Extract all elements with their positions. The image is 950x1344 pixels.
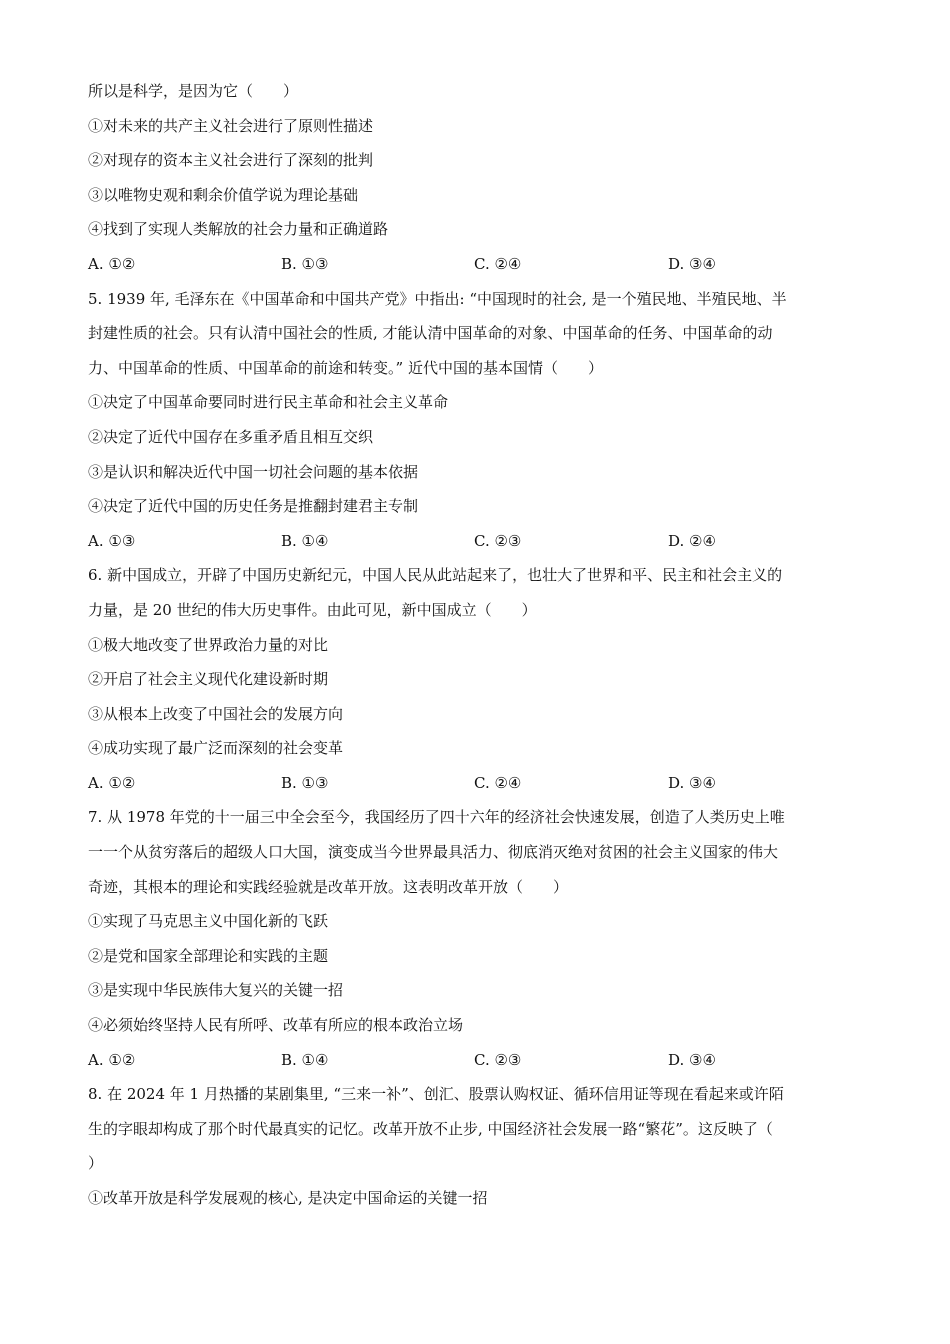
question-6 xyxy=(88,558,878,800)
statement: ④成功实现了最广泛而深刻的社会变革 xyxy=(88,739,344,758)
statement: ④找到了实现人类解放的社会力量和正确道路 xyxy=(88,220,389,239)
option-c[interactable]: C. ②④ xyxy=(474,254,522,273)
question-7 xyxy=(88,800,878,1077)
option-d[interactable]: D. ②④ xyxy=(668,531,716,550)
question-stem: 力、中国革命的性质、中国革命的前途和转变。” 近代中国的基本国情（ ） xyxy=(88,358,603,377)
statement: ③从根本上改变了中国社会的发展方向 xyxy=(88,704,344,723)
statement: ④必须始终坚持人民有所呼、改革有所应的根本政治立场 xyxy=(88,1016,464,1035)
answer-options xyxy=(88,247,878,282)
statement: ②开启了社会主义现代化建设新时期 xyxy=(88,670,329,689)
question-4 xyxy=(88,74,878,282)
answer-options xyxy=(88,1043,878,1078)
answer-options xyxy=(88,766,878,801)
question-5 xyxy=(88,282,878,559)
statement: ①决定了中国革命要同时进行民主革命和社会主义革命 xyxy=(88,393,449,412)
question-stem: 奇迹，其根本的理论和实践经验就是改革开放。这表明改革开放（ ） xyxy=(88,877,569,896)
option-d[interactable]: D. ③④ xyxy=(668,773,716,792)
question-stem: 一一个从贫穷落后的超级人口大国，演变成当今世界最具活力、彻底消灭绝对贫困的社会主义国家的伟大 xyxy=(88,843,779,862)
statement: ③以唯物史观和剩余价值学说为理论基础 xyxy=(88,185,359,204)
statement: ②对现存的资本主义社会进行了深刻的批判 xyxy=(88,151,374,170)
question-stem: 7. 从 1978 年党的十一届三中全会至今，我国经历了四十六年的经济社会快速发展，创造了人类历史上唯 xyxy=(88,808,785,827)
question-stem: 5. 1939 年, 毛泽东在《中国革命和中国共产党》中指出: “中国现时的社会, 是一个殖民地、半殖民地、半 xyxy=(88,289,787,308)
statement: ①实现了马克思主义中国化新的飞跃 xyxy=(88,912,329,931)
question-stem: 8. 在 2024 年 1 月热播的某剧集里, “三来一补”、创汇、股票认购权证、循环信用证等现在看起来或许陌 xyxy=(88,1085,784,1104)
option-d[interactable]: D. ③④ xyxy=(668,1050,716,1069)
option-c[interactable]: C. ②③ xyxy=(474,1050,522,1069)
question-stem: 生的字眼却构成了那个时代最真实的记忆。改革开放不止步, 中国经济社会发展一路“繁花”。这反映了（ xyxy=(88,1119,773,1138)
statement: ③是实现中华民族伟大复兴的关键一招 xyxy=(88,981,344,1000)
option-a[interactable]: A. ①② xyxy=(88,1050,136,1069)
statement: ①改革开放是科学发展观的核心, 是决定中国命运的关键一招 xyxy=(88,1189,488,1207)
statement: ④决定了近代中国的历史任务是推翻封建君主专制 xyxy=(88,497,419,516)
option-a[interactable]: A. ①② xyxy=(88,254,136,273)
question-8 xyxy=(88,1077,878,1215)
option-c[interactable]: C. ②③ xyxy=(474,531,522,550)
question-stem: 封建性质的社会。只有认清中国社会的性质, 才能认清中国革命的对象、中国革命的任务、中国革命的动 xyxy=(88,324,773,343)
answer-options xyxy=(88,524,878,559)
statement: ②是党和国家全部理论和实践的主题 xyxy=(88,946,329,965)
statement: ①极大地改变了世界政治力量的对比 xyxy=(88,635,329,654)
exam-page xyxy=(88,74,878,1216)
question-stem: ） xyxy=(88,1154,104,1173)
statement: ③是认识和解决近代中国一切社会问题的基本依据 xyxy=(88,462,419,481)
option-b[interactable]: B. ①③ xyxy=(281,254,329,273)
option-c[interactable]: C. ②④ xyxy=(474,773,522,792)
statement: ①对未来的共产主义社会进行了原则性描述 xyxy=(88,116,374,135)
option-a[interactable]: A. ①③ xyxy=(88,531,136,550)
question-stem: 所以是科学，是因为它（ ） xyxy=(88,82,299,100)
question-stem: 6. 新中国成立，开辟了中国历史新纪元，中国人民从此站起来了，也壮大了世界和平、民主和社会主义的 xyxy=(88,566,783,585)
option-d[interactable]: D. ③④ xyxy=(668,254,716,273)
statement: ②决定了近代中国存在多重矛盾且相互交织 xyxy=(88,427,374,446)
question-stem: 力量，是 20 世纪的伟大历史事件。由此可见，新中国成立（ ） xyxy=(88,600,537,619)
option-b[interactable]: B. ①④ xyxy=(281,1050,329,1069)
option-b[interactable]: B. ①③ xyxy=(281,773,329,792)
option-a[interactable]: A. ①② xyxy=(88,773,136,792)
option-b[interactable]: B. ①④ xyxy=(281,531,329,550)
